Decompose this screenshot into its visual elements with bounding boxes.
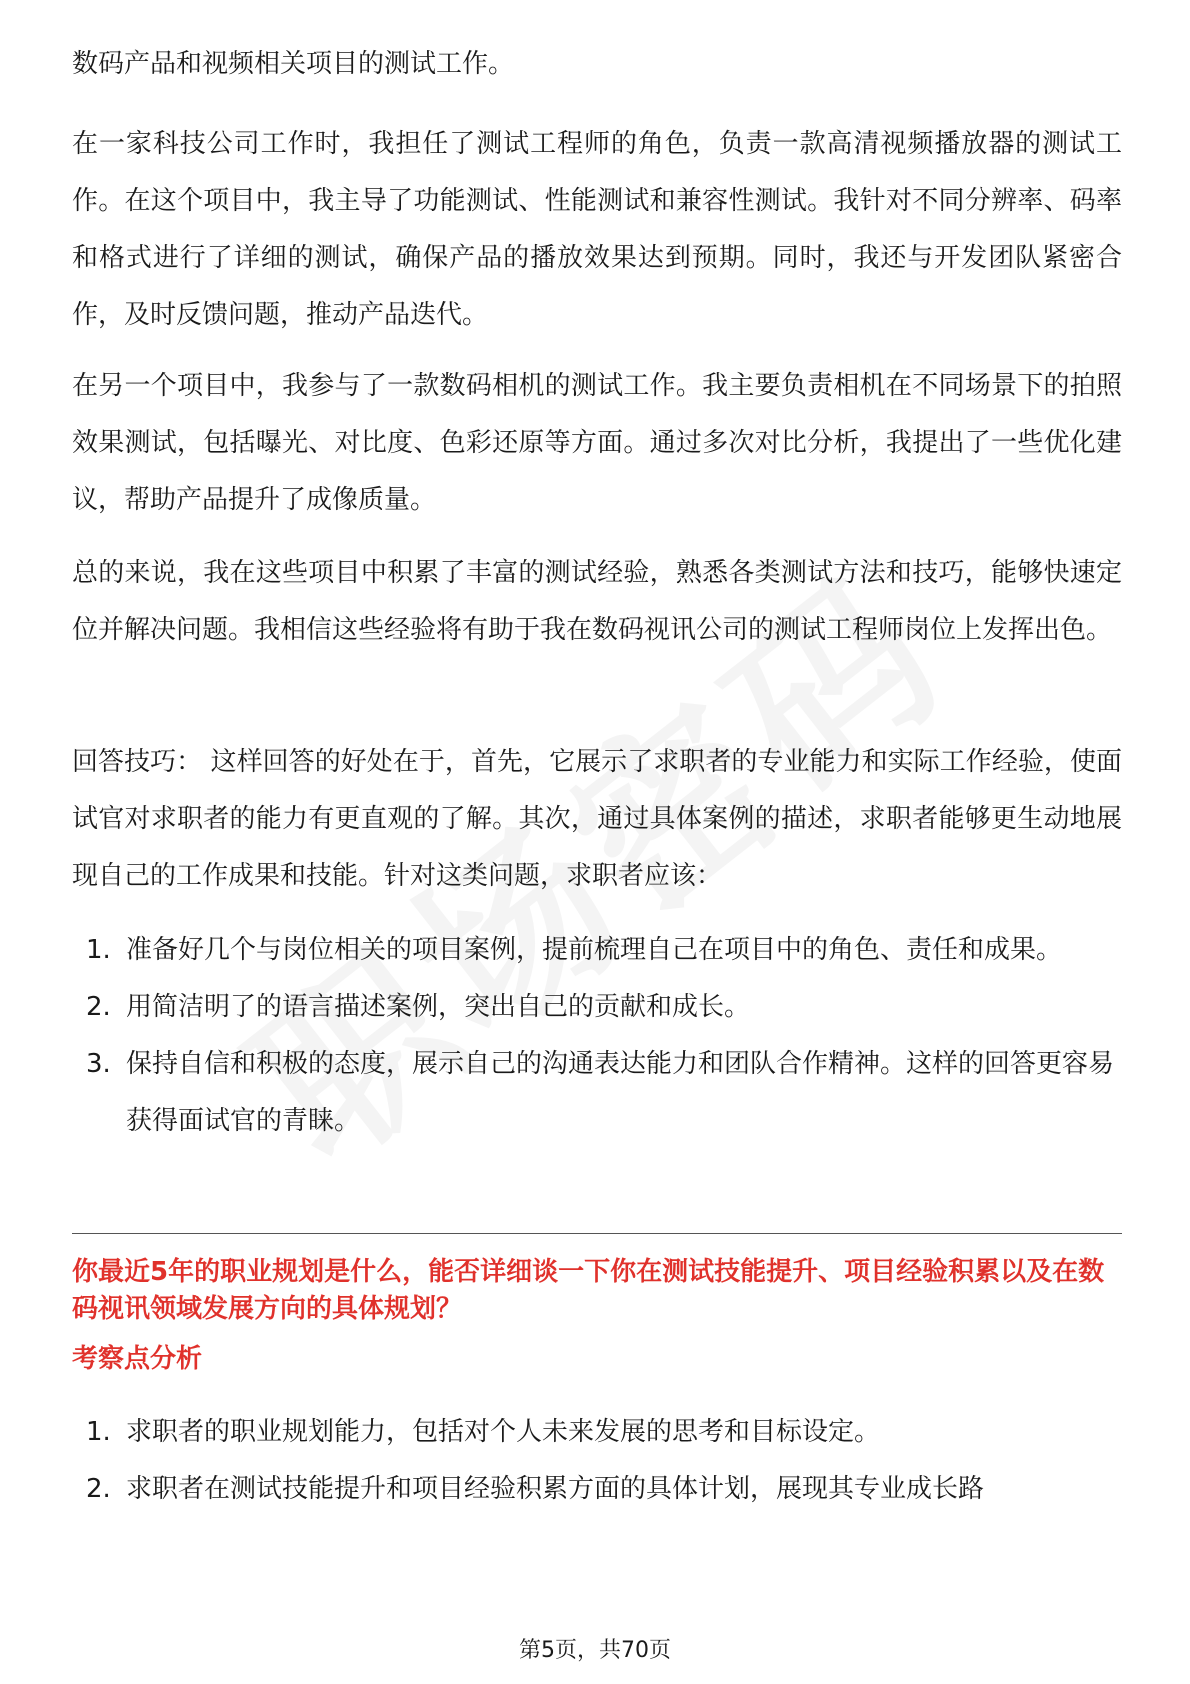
section-divider	[72, 1233, 1122, 1234]
paragraph-summary: 总的来说，我在这些项目中积累了丰富的测试经验，熟悉各类测试方法和技巧，能够快速定位并解决问题。我相信这些经验将有助于我在数码视讯公司的测试工程师岗位上发挥出色。	[72, 558, 1122, 645]
list-number: 2.	[86, 1474, 111, 1504]
list-item	[72, 922, 1122, 979]
list-number: 2.	[86, 992, 111, 1022]
paragraph-answer-tips: 回答技巧： 这样回答的好处在于，首先，它展示了求职者的专业能力和实际工作经验，使面试官对求职者的能力有更直观的了解。其次，通过具体案例的描述，求职者能够更生动地展现自己的工作成果和技能。针对这类问题，求职者应该：	[72, 747, 1122, 891]
list-item	[72, 1404, 1122, 1461]
list-item	[72, 1036, 1122, 1150]
analysis-list	[72, 1404, 1122, 1518]
paragraph-video-player-project: 在一家科技公司工作时，我担任了测试工程师的角色，负责一款高清视频播放器的测试工作。在这个项目中，我主导了功能测试、性能测试和兼容性测试。我针对不同分辨率、码率和格式进行了详细的测试，确保产品的播放效果达到预期。同时，我还与开发团队紧密合作，及时反馈问题，推动产品迭代。	[72, 129, 1122, 330]
list-number: 1.	[86, 935, 111, 965]
list-item-text: 求职者在测试技能提升和项目经验积累方面的具体计划，展现其专业成长路	[126, 1474, 985, 1504]
list-number: 1.	[86, 1417, 111, 1447]
list-item-text: 用简洁明了的语言描述案例，突出自己的贡献和成长。	[126, 992, 751, 1022]
analysis-heading: 考察点分析	[72, 1344, 203, 1374]
list-item-text: 求职者的职业规划能力，包括对个人未来发展的思考和目标设定。	[126, 1417, 881, 1447]
list-number: 3.	[86, 1049, 111, 1079]
paragraph-intro-continuation: 数码产品和视频相关项目的测试工作。	[72, 49, 515, 79]
interview-question: 你最近5年的职业规划是什么，能否详细谈一下你在测试技能提升、项目经验积累以及在数码视讯领域发展方向的具体规划？	[72, 1257, 1105, 1324]
tips-list	[72, 922, 1122, 1150]
list-item-text: 准备好几个与岗位相关的项目案例，提前梳理自己在项目中的角色、责任和成果。	[126, 935, 1063, 965]
paragraph-camera-project: 在另一个项目中，我参与了一款数码相机的测试工作。我主要负责相机在不同场景下的拍照效果测试，包括曝光、对比度、色彩还原等方面。通过多次对比分析，我提出了一些优化建议，帮助产品提升了成像质量。	[72, 371, 1122, 515]
list-item	[72, 979, 1122, 1036]
page-footer: 第5页，共70页	[519, 1638, 671, 1663]
list-item	[72, 1461, 1122, 1518]
list-item-text: 保持自信和积极的态度，展示自己的沟通表达能力和团队合作精神。这样的回答更容易获得面试官的青睐。	[126, 1049, 1115, 1136]
